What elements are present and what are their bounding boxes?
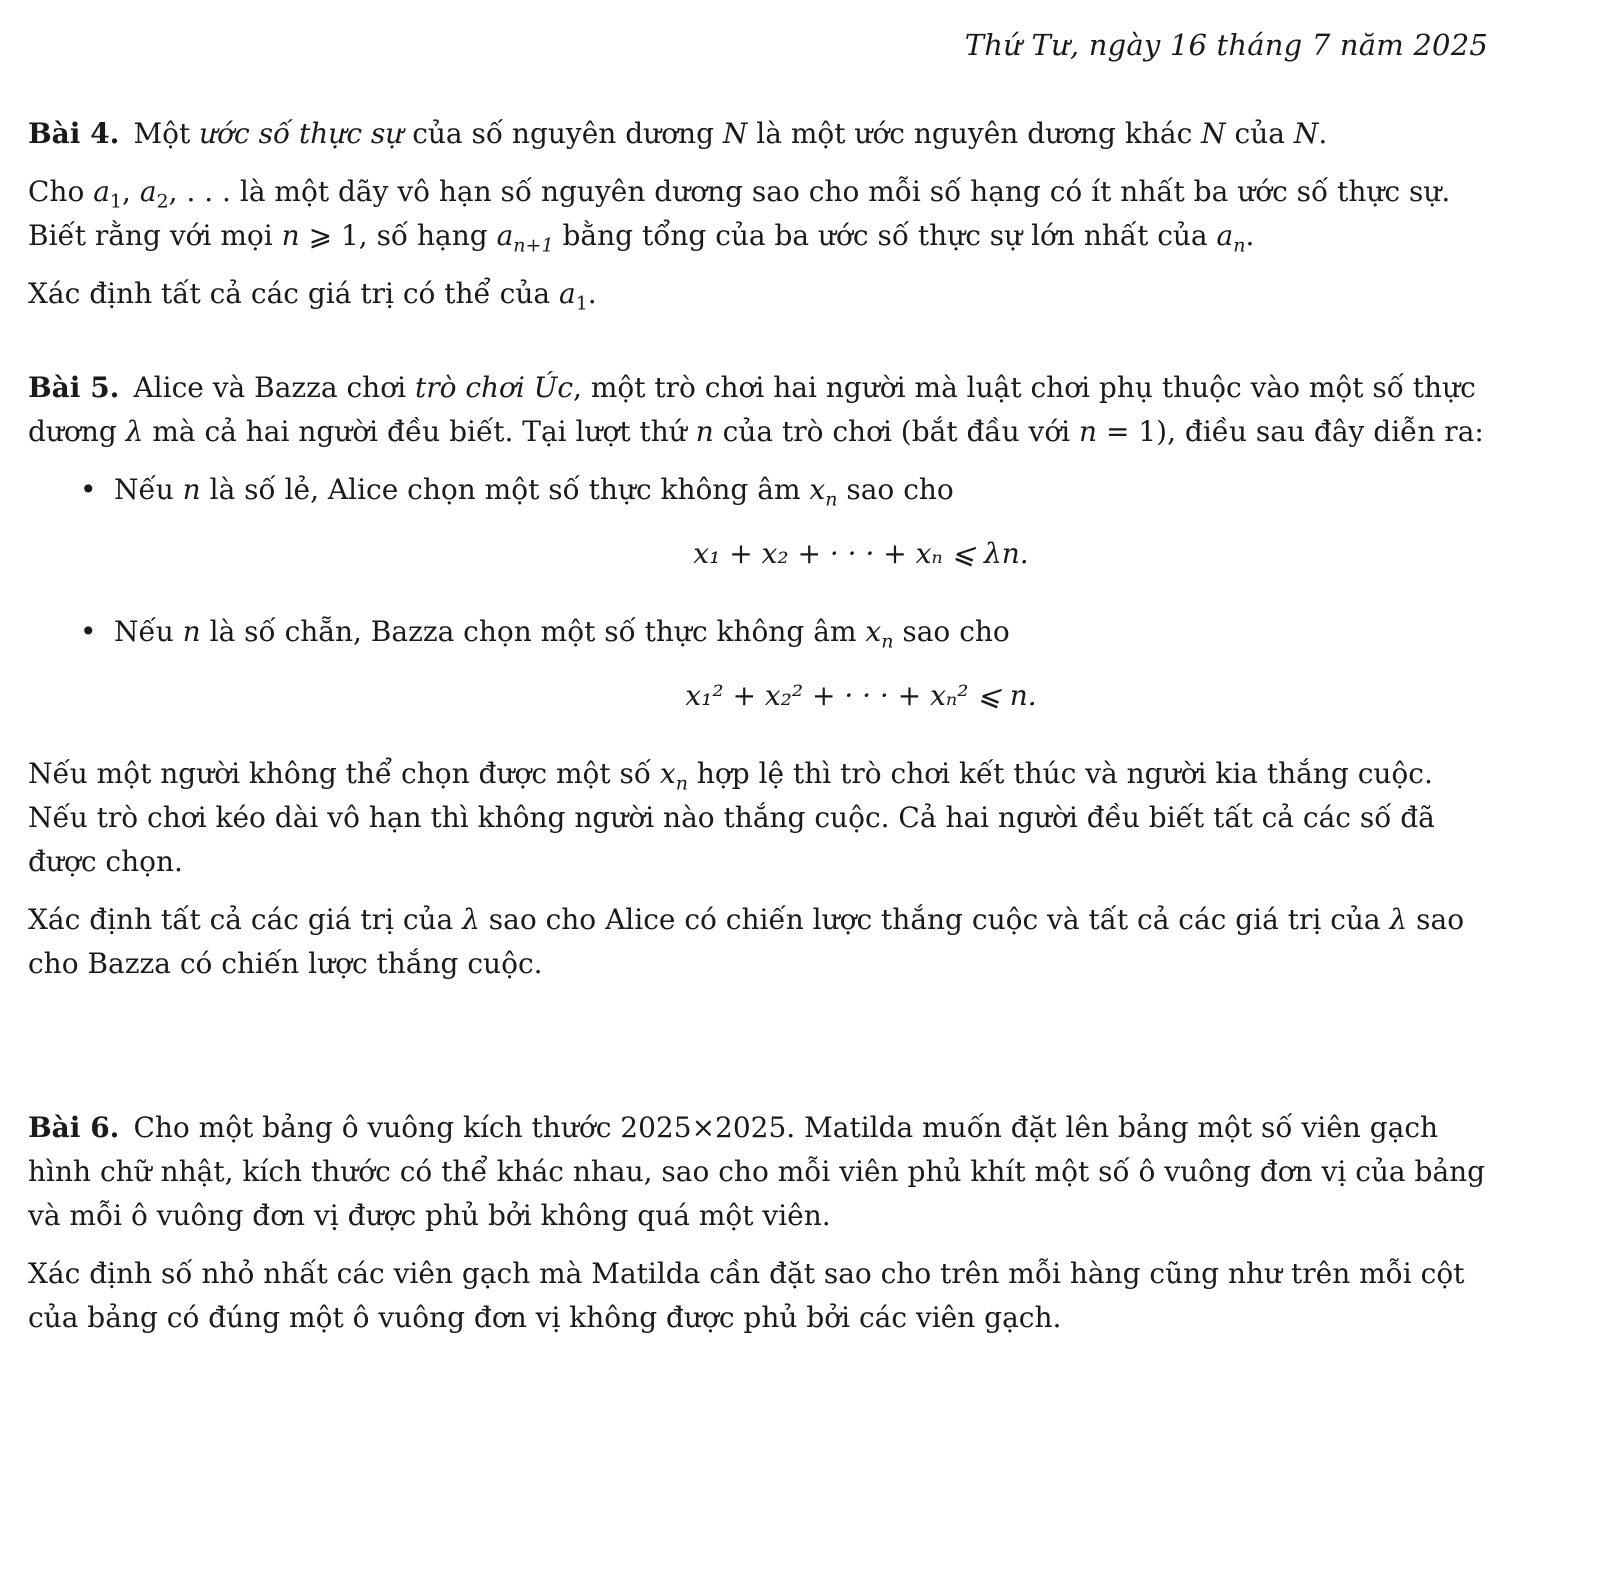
problem-4-statement: Cho $a_1$, $a_2$, . . . là một dãy vô hạn số nguyên dương sao cho mỗi số hạng có ít nhất ba ước số thực sự. Biết rằng với mọi n ⩾ 1, số hạng $a_{n+1}$ bằng tổng của ba ước số thực sự lớn nhất của $a_n$. (28, 175, 1451, 257)
term-proper-divisor: ước số thực sự (199, 117, 404, 150)
problem-5-intro: Bài 5. Alice và Bazza chơi trò chơi Úc, một trò chơi hai người mà luật chơi phụ thuộc vào một số thực dương λ mà cả hai người đều biết. Tại lượt thứ n của trò chơi (bắt đầu với n = 1), điều sau đây diễn ra: (28, 371, 1484, 448)
problem-6-label: Bài 6. (28, 1111, 120, 1144)
problem-5 (28, 366, 1488, 1000)
problem-4 (28, 112, 1488, 330)
rule-odd-turn: • Nếu n là số lẻ, Alice chọn một số thực không âm $x_n$ sao cho x₁ + x₂ + · · · + xₙ ⩽ λn. (28, 468, 1488, 576)
problem-5-end-condition: Nếu một người không thể chọn được một số $x_n$ hợp lệ thì trò chơi kết thúc và người kia thắng cuộc. Nếu trò chơi kéo dài vô hạn thì không người nào thắng cuộc. Cả hai người đều biết tất cả các số đã được chọn. (28, 757, 1435, 878)
rule-even-turn: • Nếu n là số chẵn, Bazza chọn một số thực không âm $x_n$ sao cho x₁² + x₂² + · · · + xₙ² ⩽ n. (28, 610, 1488, 718)
problem-6 (28, 1106, 1488, 1354)
problem-6-statement: Bài 6. Cho một bảng ô vuông kích thước 2025×2025. Matilda muốn đặt lên bảng một số viên gạch hình chữ nhật, kích thước có thể khác nhau, sao cho mỗi viên phủ khít một số ô vuông đơn vị của bảng và mỗi ô vuông đơn vị được phủ bởi không quá một viên. (28, 1111, 1486, 1232)
equation-bazza: x₁² + x₂² + · · · + xₙ² ⩽ n. (685, 679, 1037, 712)
equation-alice: x₁ + x₂ + · · · + xₙ ⩽ λn. (693, 537, 1029, 570)
problem-4-definition: Bài 4. Một ước số thực sự của số nguyên dương N là một ước nguyên dương khác N của N. (28, 117, 1328, 150)
exam-date: Thứ Tư, ngày 16 tháng 7 năm 2025 (964, 28, 1488, 62)
problem-5-rules (28, 468, 1488, 718)
problem-4-label: Bài 4. (28, 117, 120, 150)
problem-6-question: Xác định số nhỏ nhất các viên gạch mà Matilda cần đặt sao cho trên mỗi hàng cũng như trên mỗi cột của bảng có đúng một ô vuông đơn vị không được phủ bởi các viên gạch. (28, 1257, 1465, 1334)
bullet-dot-icon: • (80, 473, 97, 506)
term-australian-game: trò chơi Úc (414, 371, 574, 404)
problem-5-question: Xác định tất cả các giá trị của λ sao cho Alice có chiến lược thắng cuộc và tất cả các giá trị của λ sao cho Bazza có chiến lược thắng cuộc. (28, 903, 1465, 980)
bullet-dot-icon: • (80, 615, 97, 648)
problem-4-question: Xác định tất cả các giá trị có thể của $a_1$. (28, 277, 597, 315)
problem-5-label: Bài 5. (28, 371, 120, 404)
